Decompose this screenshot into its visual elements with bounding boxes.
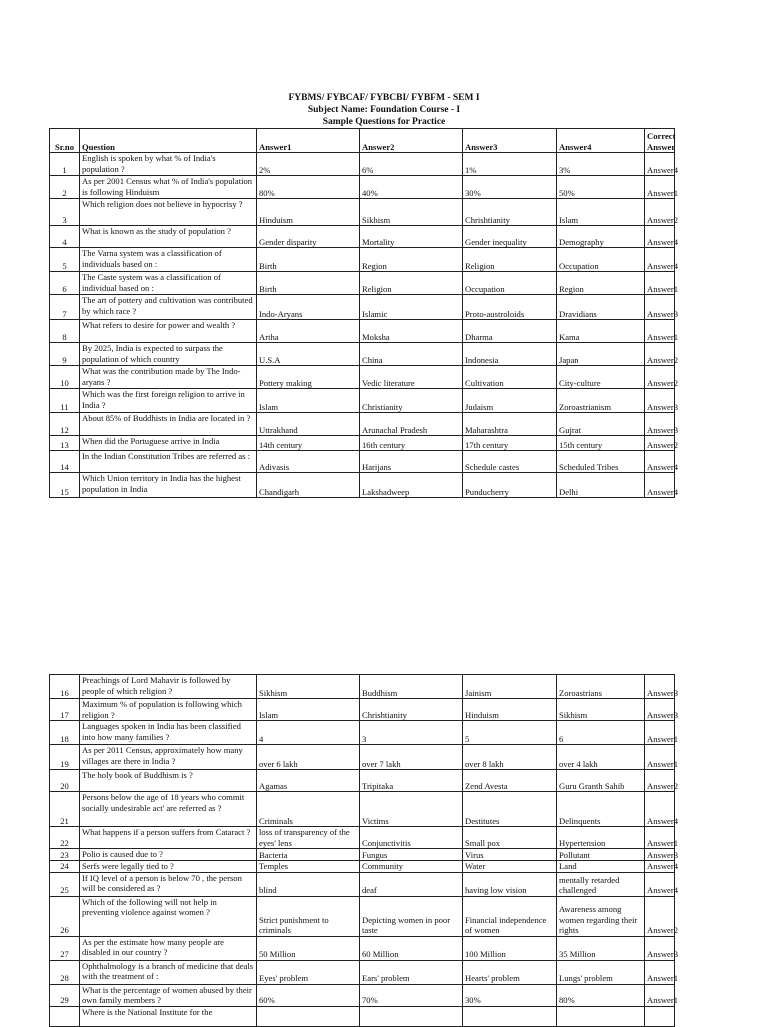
table-row (50, 248, 675, 272)
answer2-cell: Islamic (360, 295, 463, 320)
table-row (50, 675, 675, 699)
answer2-cell: Lakshadweep (360, 473, 463, 498)
answer4-cell: Occupation (557, 248, 645, 272)
table-row (50, 984, 675, 1006)
correct-answer-cell: Answer1 (645, 984, 675, 1006)
table-row (50, 343, 675, 366)
answer2-cell: Buddhism (360, 675, 463, 699)
answer4-cell: Japan (557, 343, 645, 366)
question-cell: What was the contribution made by The Indo-aryans ? (80, 366, 257, 389)
table-row (50, 199, 675, 226)
answer2-cell (360, 1006, 463, 1026)
question-cell: The art of pottery and cultivation was contributed by which race ? (80, 295, 257, 320)
answer4-cell: Land (557, 861, 645, 873)
sr-cell: 9 (50, 343, 80, 366)
answer2-cell: 40% (360, 176, 463, 199)
sr-cell: 7 (50, 295, 80, 320)
answer3-cell: Zend Avesta (463, 770, 557, 792)
answer4-cell: Region (557, 272, 645, 295)
correct-answer-cell: Answer3 (645, 675, 675, 699)
sr-cell (50, 1006, 80, 1026)
sr-cell: 5 (50, 248, 80, 272)
correct-answer-cell: Answer1 (645, 176, 675, 199)
answer4-cell: 50% (557, 176, 645, 199)
answer3-cell: Punducherry (463, 473, 557, 498)
correct-answer-cell: Answer3 (645, 849, 675, 861)
table-row (50, 792, 675, 827)
question-cell: The Varna system was a classification of individuals based on : (80, 248, 257, 272)
answer3-cell: Gender inequality (463, 226, 557, 248)
correct-answer-cell: Answer2 (645, 896, 675, 936)
answer3-cell: Proto-austroloids (463, 295, 557, 320)
answer1-cell: Bacteria (257, 849, 360, 861)
question-cell: When did the Portuguese arrive in India (80, 436, 257, 451)
correct-answer-cell: Answer1 (645, 320, 675, 343)
table-row (50, 896, 675, 936)
answer2-cell: Ears' problem (360, 960, 463, 984)
table-row (50, 960, 675, 984)
answer2-cell: 16th century (360, 436, 463, 451)
answer2-cell: Harijans (360, 451, 463, 473)
correct-answer-cell: Answer4 (645, 248, 675, 272)
answer2-cell: Community (360, 861, 463, 873)
sr-cell: 23 (50, 849, 80, 861)
table-row (50, 153, 675, 176)
answer2-cell: 6% (360, 153, 463, 176)
answer3-cell: 30% (463, 984, 557, 1006)
sr-cell: 24 (50, 861, 80, 873)
answer2-cell: 70% (360, 984, 463, 1006)
correct-answer-cell: Answer3 (645, 389, 675, 413)
answer4-cell: 35 Million (557, 936, 645, 960)
answer3-cell: Water (463, 861, 557, 873)
answer1-cell: 60% (257, 984, 360, 1006)
question-cell: As per 2011 Census, approximately how many villages are there in India ? (80, 745, 257, 770)
answer2-cell: Fungus (360, 849, 463, 861)
answer1-cell: U.S.A (257, 343, 360, 366)
table-row (50, 226, 675, 248)
question-cell: Which religion does not believe in hypocrisy ? (80, 199, 257, 226)
answer1-cell: Gender disparity (257, 226, 360, 248)
correct-answer-cell: Answer1 (645, 827, 675, 849)
table-row (50, 473, 675, 498)
table-header-row (50, 129, 675, 153)
answer1-cell (257, 1006, 360, 1026)
question-cell: The Caste system was a classification of individual based on : (80, 272, 257, 295)
table-row (50, 1006, 675, 1026)
questions-table-2 (49, 674, 679, 1027)
answer3-cell: Indonesia (463, 343, 557, 366)
sr-cell: 1 (50, 153, 80, 176)
answer2-cell: Victims (360, 792, 463, 827)
table-row (50, 872, 675, 896)
question-cell: What happens if a person suffers from Cataract ? (80, 827, 257, 849)
answer3-cell: Virus (463, 849, 557, 861)
answer3-cell: Small pox (463, 827, 557, 849)
question-cell: By 2025, India is expected to surpass the population of which country (80, 343, 257, 366)
question-cell: About 85% of Buddhists in India are located in ? (80, 413, 257, 436)
sr-cell: 17 (50, 699, 80, 721)
sr-cell: 27 (50, 936, 80, 960)
correct-answer-cell: Answer2 (645, 770, 675, 792)
question-cell: If IQ level of a person is below 70 , the person will be considered as ? (80, 872, 257, 896)
answer3-cell: Dharma (463, 320, 557, 343)
column-header-answer3: Answer3 (463, 129, 557, 153)
table-row (50, 366, 675, 389)
table-row (50, 295, 675, 320)
answer1-cell: Islam (257, 389, 360, 413)
answer1-cell: 2% (257, 153, 360, 176)
column-header-question: Question (80, 129, 257, 153)
correct-answer-cell: Answer3 (645, 295, 675, 320)
correct-answer-cell: Answer4 (645, 473, 675, 498)
answer1-cell: over 6 lakh (257, 745, 360, 770)
answer1-cell: Chandigarh (257, 473, 360, 498)
correct-answer-cell: Answer3 (645, 699, 675, 721)
table-row (50, 721, 675, 745)
answer4-cell: mentally retarded challenged (557, 872, 645, 896)
answer2-cell: Vedic literature (360, 366, 463, 389)
answer3-cell: Jainism (463, 675, 557, 699)
answer2-cell: Mortality (360, 226, 463, 248)
question-cell: As per the estimate how many people are disabled in our country ? (80, 936, 257, 960)
answer1-cell: 80% (257, 176, 360, 199)
answer4-cell: over 4 lakh (557, 745, 645, 770)
answer2-cell: 3 (360, 721, 463, 745)
answer2-cell: Sikhism (360, 199, 463, 226)
answer3-cell: Occupation (463, 272, 557, 295)
correct-answer-cell: Answer4 (645, 861, 675, 873)
answer1-cell: 14th century (257, 436, 360, 451)
answer4-cell: 6 (557, 721, 645, 745)
sr-cell: 16 (50, 675, 80, 699)
table-row (50, 272, 675, 295)
sr-cell: 13 (50, 436, 80, 451)
question-cell: Which of the following will not help in preventing violence against women ? (80, 896, 257, 936)
sr-cell: 12 (50, 413, 80, 436)
correct-answer-cell: Answer3 (645, 413, 675, 436)
answer3-cell: 30% (463, 176, 557, 199)
table-row (50, 389, 675, 413)
sr-cell: 14 (50, 451, 80, 473)
question-cell: Preachings of Lord Mahavir is followed by people of which religion ? (80, 675, 257, 699)
table-row (50, 770, 675, 792)
answer1-cell: Pottery making (257, 366, 360, 389)
question-cell: Persons below the age of 18 years who commit socially undesirable act' are referred as ? (80, 792, 257, 827)
table-row (50, 745, 675, 770)
correct-answer-cell (645, 1006, 675, 1026)
answer4-cell: Demography (557, 226, 645, 248)
answer2-cell: Arunachal Pradesh (360, 413, 463, 436)
answer4-cell: Dravidians (557, 295, 645, 320)
answer3-cell: Hearts' problem (463, 960, 557, 984)
answer2-cell: Religion (360, 272, 463, 295)
answer3-cell: Cultivation (463, 366, 557, 389)
answer1-cell: Birth (257, 248, 360, 272)
sr-cell: 20 (50, 770, 80, 792)
table-row (50, 413, 675, 436)
table-row (50, 451, 675, 473)
answer4-cell: City-culture (557, 366, 645, 389)
sr-cell: 6 (50, 272, 80, 295)
answer3-cell: Judaism (463, 389, 557, 413)
answer1-cell: loss of transparency of the eyes' lens (257, 827, 360, 849)
correct-answer-cell: Answer4 (645, 153, 675, 176)
answer2-cell: Conjunctivitis (360, 827, 463, 849)
answer3-cell: Maharashtra (463, 413, 557, 436)
question-cell: Ophthalmology is a branch of medicine that deals with the treatment of : (80, 960, 257, 984)
answer1-cell: Hinduism (257, 199, 360, 226)
answer4-cell: Awareness among women regarding their rights (557, 896, 645, 936)
correct-answer-cell: Answer4 (645, 872, 675, 896)
answer3-cell: Hinduism (463, 699, 557, 721)
answer2-cell: over 7 lakh (360, 745, 463, 770)
table-row (50, 436, 675, 451)
answer3-cell: Chrishtianity (463, 199, 557, 226)
sr-cell: 11 (50, 389, 80, 413)
question-cell: Maximum % of population is following which religion ? (80, 699, 257, 721)
answer3-cell: having low vision (463, 872, 557, 896)
answer1-cell: 4 (257, 721, 360, 745)
answer4-cell: Islam (557, 199, 645, 226)
correct-answer-cell: Answer4 (645, 226, 675, 248)
question-cell: The holy book of Buddhism is ? (80, 770, 257, 792)
answer1-cell: Islam (257, 699, 360, 721)
sr-cell: 25 (50, 872, 80, 896)
answer3-cell: 1% (463, 153, 557, 176)
sr-cell: 19 (50, 745, 80, 770)
document-subtitle: Sample Questions for Practice (322, 117, 446, 127)
sr-cell: 8 (50, 320, 80, 343)
question-cell: In the Indian Constitution Tribes are referred as : (80, 451, 257, 473)
sr-cell: 15 (50, 473, 80, 498)
correct-answer-cell: Answer4 (645, 451, 675, 473)
correct-answer-cell: Answer1 (645, 272, 675, 295)
answer4-cell: Guru Granth Sahib (557, 770, 645, 792)
answer4-cell: Scheduled Tribes (557, 451, 645, 473)
question-cell: What is the percentage of women abused by their own family members ? (80, 984, 257, 1006)
table-row (50, 861, 675, 873)
sr-cell: 29 (50, 984, 80, 1006)
question-cell: Serfs were legally tied to ? (80, 861, 257, 873)
answer1-cell: Birth (257, 272, 360, 295)
answer2-cell: deaf (360, 872, 463, 896)
question-cell: Polio is caused due to ? (80, 849, 257, 861)
answer2-cell: Region (360, 248, 463, 272)
question-cell: English is spoken by what % of India's population ? (80, 153, 257, 176)
answer4-cell (557, 1006, 645, 1026)
answer3-cell: 17th century (463, 436, 557, 451)
questions-table-1 (49, 128, 679, 498)
answer4-cell: Sikhism (557, 699, 645, 721)
answer1-cell: 50 Million (257, 936, 360, 960)
table-row (50, 699, 675, 721)
answer1-cell: Adivasis (257, 451, 360, 473)
answer1-cell: Agamas (257, 770, 360, 792)
answer4-cell: Kama (557, 320, 645, 343)
answer1-cell: Criminals (257, 792, 360, 827)
answer2-cell: Depicting women in poor taste (360, 896, 463, 936)
answer4-cell: Delhi (557, 473, 645, 498)
table-row (50, 176, 675, 199)
correct-answer-cell: Answer2 (645, 436, 675, 451)
column-header-correct: Correct Answer (645, 129, 675, 153)
table-row (50, 320, 675, 343)
answer1-cell: Indo-Aryans (257, 295, 360, 320)
column-header-answer1: Answer1 (257, 129, 360, 153)
question-cell: What refers to desire for power and wealth ? (80, 320, 257, 343)
answer3-cell: Religion (463, 248, 557, 272)
answer4-cell: Gujrat (557, 413, 645, 436)
answer3-cell: Destitutes (463, 792, 557, 827)
answer1-cell: Uttrakhand (257, 413, 360, 436)
answer4-cell: Pollutant (557, 849, 645, 861)
answer4-cell: Zoroastrianism (557, 389, 645, 413)
sr-cell: 2 (50, 176, 80, 199)
column-header-answer4: Answer4 (557, 129, 645, 153)
answer4-cell: Lungs' problem (557, 960, 645, 984)
answer1-cell: Sikhism (257, 675, 360, 699)
answer2-cell: Chrishtianity (360, 699, 463, 721)
sr-cell: 4 (50, 226, 80, 248)
answer3-cell: 5 (463, 721, 557, 745)
answer3-cell: 100 Million (463, 936, 557, 960)
answer2-cell: Moksha (360, 320, 463, 343)
answer3-cell (463, 1006, 557, 1026)
correct-answer-cell: Answer4 (645, 792, 675, 827)
question-cell: Which was the first foreign religion to arrive in India ? (80, 389, 257, 413)
answer2-cell: Tripitaka (360, 770, 463, 792)
answer1-cell: Strict punishment to criminals (257, 896, 360, 936)
document-title: FYBMS/ FYBCAF/ FYBCBI/ FYBFM - SEM I (288, 93, 480, 103)
correct-answer-cell: Answer2 (645, 366, 675, 389)
sr-cell: 10 (50, 366, 80, 389)
answer3-cell: over 8 lakh (463, 745, 557, 770)
sr-cell: 26 (50, 896, 80, 936)
column-header-sr: Sr.no (50, 129, 80, 153)
correct-answer-cell: Answer1 (645, 960, 675, 984)
table-row (50, 936, 675, 960)
sr-cell: 18 (50, 721, 80, 745)
question-cell: Where is the National Institute for the (80, 1006, 257, 1026)
correct-answer-cell: Answer3 (645, 936, 675, 960)
answer1-cell: Eyes' problem (257, 960, 360, 984)
answer4-cell: 3% (557, 153, 645, 176)
answer2-cell: Christianity (360, 389, 463, 413)
question-cell: Which Union territory in India has the highest population in India (80, 473, 257, 498)
answer3-cell: Schedule castes (463, 451, 557, 473)
sr-cell: 22 (50, 827, 80, 849)
answer4-cell: Zoroastrians (557, 675, 645, 699)
correct-answer-cell: Answer2 (645, 343, 675, 366)
answer4-cell: Delinquents (557, 792, 645, 827)
correct-answer-cell: Answer1 (645, 745, 675, 770)
table-row (50, 849, 675, 861)
sr-cell: 28 (50, 960, 80, 984)
answer1-cell: Temples (257, 861, 360, 873)
sr-cell: 3 (50, 199, 80, 226)
answer2-cell: 60 Million (360, 936, 463, 960)
subject-name: Subject Name: Foundation Course - I (307, 105, 461, 115)
answer4-cell: Hypertension (557, 827, 645, 849)
correct-answer-cell: Answer1 (645, 721, 675, 745)
answer1-cell: blind (257, 872, 360, 896)
table-row (50, 827, 675, 849)
sr-cell: 21 (50, 792, 80, 827)
column-header-answer2: Answer2 (360, 129, 463, 153)
answer4-cell: 15th century (557, 436, 645, 451)
answer3-cell: Financial independence of women (463, 896, 557, 936)
answer1-cell: Artha (257, 320, 360, 343)
question-cell: As per 2001 Census what % of India's population is following Hinduism (80, 176, 257, 199)
answer4-cell: 80% (557, 984, 645, 1006)
question-cell: What is known as the study of population ? (80, 226, 257, 248)
question-cell: Languages spoken in India has been classified into how many families ? (80, 721, 257, 745)
correct-answer-cell: Answer2 (645, 199, 675, 226)
answer2-cell: China (360, 343, 463, 366)
